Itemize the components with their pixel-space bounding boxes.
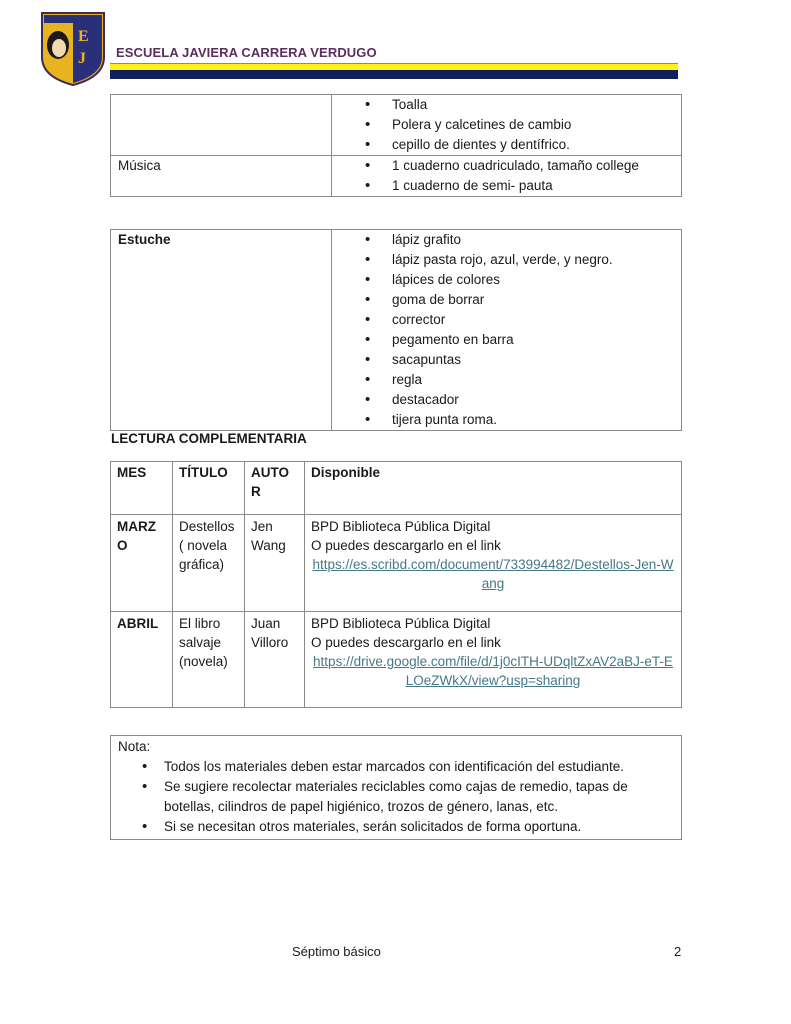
list-item: • corrector [392, 310, 674, 330]
column-header-titulo: TÍTULO [173, 462, 245, 515]
disponible-text: O puedes descargarlo en el link [311, 538, 501, 553]
list-item: • goma de borrar [392, 290, 674, 310]
table-row [111, 156, 682, 197]
items-list [339, 156, 674, 196]
disponible-text: BPD Biblioteca Pública Digital [311, 519, 491, 534]
list-item: • 1 cuaderno cuadriculado, tamaño college [392, 156, 674, 176]
header-stripe-navy [110, 70, 678, 79]
svg-text:J: J [78, 50, 86, 67]
list-item: • Toalla [392, 95, 674, 115]
note-box [110, 735, 682, 840]
list-item: • tijera punta roma. [392, 410, 674, 430]
disponible-text: O puedes descargarlo en el link [311, 635, 501, 650]
download-link[interactable]: https://drive.google.com/file/d/1j0cITH-UDqltZxAV2aBJ-eT-ELOeZWkX/view?usp=sharing [313, 654, 673, 688]
list-item: • Si se necesitan otros materiales, serán solicitados de forma oportuna. [164, 817, 674, 837]
subject-cell: Estuche [111, 230, 332, 431]
list-item: • cepillo de dientes y dentífrico. [392, 135, 674, 155]
table-row [111, 515, 682, 612]
titulo-cell: Destellos ( novela gráfica) [173, 515, 245, 612]
table-row [111, 612, 682, 708]
list-item: • Todos los materiales deben estar marcados con identificación del estudiante. [164, 757, 674, 777]
table-row [111, 230, 682, 431]
mes-cell: MARZO [111, 515, 173, 612]
footer-title: Séptimo básico [292, 944, 381, 959]
list-item: • Se sugiere recolectar materiales reciclables como cajas de remedio, tapas de botellas, cilindros de papel higiénico, trozos de género, lanas, etc. [164, 777, 674, 817]
table-row [111, 95, 682, 156]
note-list [118, 757, 674, 837]
note-title: Nota: [118, 739, 151, 754]
items-list [339, 95, 674, 155]
disponible-cell [305, 612, 682, 708]
list-item: • lápiz pasta rojo, azul, verde, y negro. [392, 250, 674, 270]
section-heading: LECTURA COMPLEMENTARIA [111, 431, 307, 446]
items-cell [332, 95, 682, 156]
list-item: • pegamento en barra [392, 330, 674, 350]
table-header-row [111, 462, 682, 515]
items-cell [332, 156, 682, 197]
list-item: • regla [392, 370, 674, 390]
reading-table [110, 461, 682, 708]
autor-cell: Juan Villoro [245, 612, 305, 708]
materials-table [110, 94, 682, 197]
items-cell [332, 230, 682, 431]
list-item: • lápiz grafito [392, 230, 674, 250]
column-header-mes: MES [111, 462, 173, 515]
autor-cell: Jen Wang [245, 515, 305, 612]
column-header-autor: AUTOR [245, 462, 305, 515]
column-header-disponible: Disponible [305, 462, 682, 515]
list-item: • Polera y calcetines de cambio [392, 115, 674, 135]
list-item: • destacador [392, 390, 674, 410]
mes-cell: ABRIL [111, 612, 173, 708]
list-item: • sacapuntas [392, 350, 674, 370]
items-list [339, 230, 674, 430]
school-name: ESCUELA JAVIERA CARRERA VERDUGO [116, 45, 377, 60]
list-item: • lápices de colores [392, 270, 674, 290]
estuche-table [110, 229, 682, 431]
titulo-cell: El libro salvaje (novela) [173, 612, 245, 708]
svg-text:E: E [78, 28, 89, 45]
disponible-cell [305, 515, 682, 612]
page-number: 2 [674, 944, 682, 959]
subject-cell [111, 95, 332, 156]
school-crest-icon [40, 11, 106, 87]
download-link[interactable]: https://es.scribd.com/document/733994482/Destellos-Jen-Wang [312, 557, 674, 591]
disponible-text: BPD Biblioteca Pública Digital [311, 616, 491, 631]
subject-cell: Música [111, 156, 332, 197]
list-item: • 1 cuaderno de semi- pauta [392, 176, 674, 196]
